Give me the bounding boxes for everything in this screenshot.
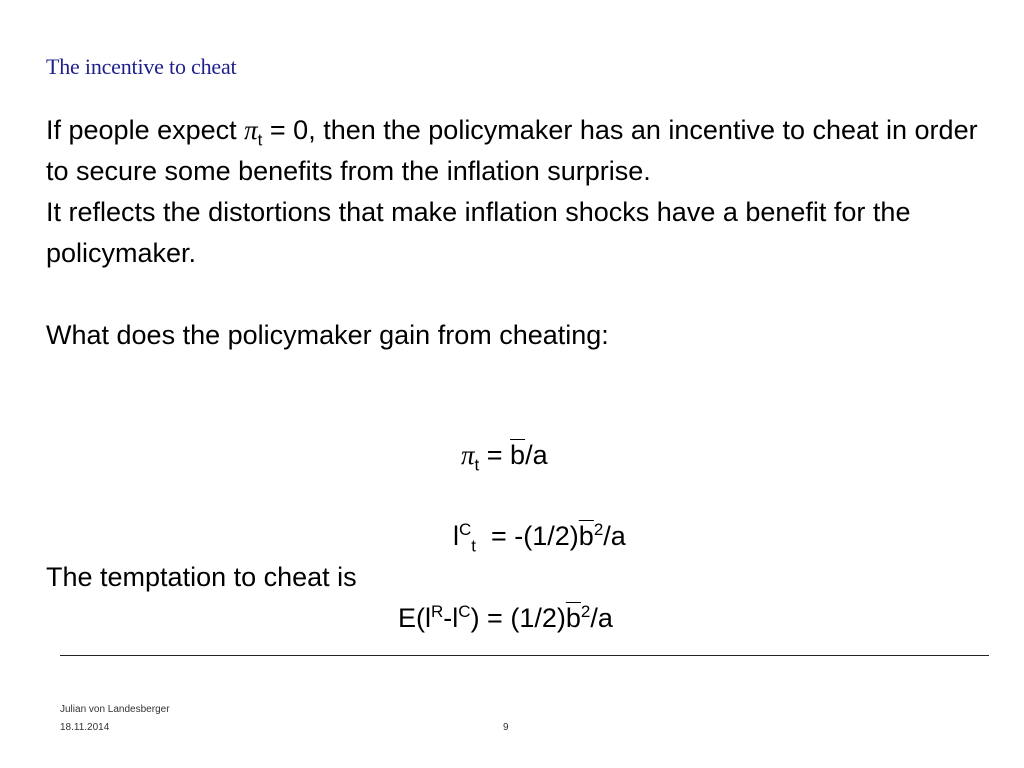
eq3-sup-r: R [431, 602, 444, 621]
pi-symbol: π [244, 115, 258, 145]
spacer [46, 274, 996, 315]
paragraph-distortions: It reflects the distortions that make inflation shocks have a benefit for the policymaker. [46, 197, 911, 268]
equation-inflation [461, 440, 548, 475]
eq1-sub: t [474, 455, 480, 475]
eq3-b-bar: $\overline{b}$ [565, 603, 581, 633]
body-text [46, 110, 996, 356]
p1-text: If people expect [46, 115, 245, 145]
pi-subscript: t [257, 130, 263, 150]
paragraph-incentive [46, 110, 996, 192]
paragraph-question: What does the policymaker gain from cheating: [46, 320, 609, 350]
eq2-l: l [453, 521, 459, 551]
eq1-pi: π [461, 440, 475, 470]
eq3-rest: /a [590, 603, 613, 633]
slide-title: The incentive to cheat [46, 54, 237, 79]
p1-text-rest: = 0, then the policymaker has an incentive to cheat in order to secure some benefits from the inflation surprise. [46, 115, 978, 186]
eq2-rest: /a [603, 521, 626, 551]
eq1-b-bar: $\overline{b}$ [510, 440, 526, 470]
equation-loss-cheat [453, 520, 626, 556]
eq2-sub: t [471, 536, 477, 556]
eq3-sup-c: C [458, 602, 471, 621]
eq2-equals: = -(1/2) [476, 521, 579, 551]
eq3-square: 2 [580, 602, 591, 621]
footer-author: Julian von Landesberger [60, 704, 170, 715]
eq3-pre: E(l [398, 603, 431, 633]
equation-temptation [398, 603, 613, 634]
eq3-post: ) = (1/2) [470, 603, 566, 633]
eq2-b-bar: $\overline{b}$ [578, 521, 594, 551]
eq3-mid: -l [443, 603, 459, 633]
eq2-sup: C [459, 520, 472, 539]
eq1-equals: = [479, 440, 511, 470]
footer-date: 18.11.2014 [60, 722, 110, 733]
eq1-rest: /a [525, 440, 548, 470]
page-number: 9 [503, 722, 509, 733]
temptation-text: The temptation to cheat is [46, 562, 357, 592]
eq2-square: 2 [593, 520, 604, 539]
footer-divider [60, 655, 989, 656]
